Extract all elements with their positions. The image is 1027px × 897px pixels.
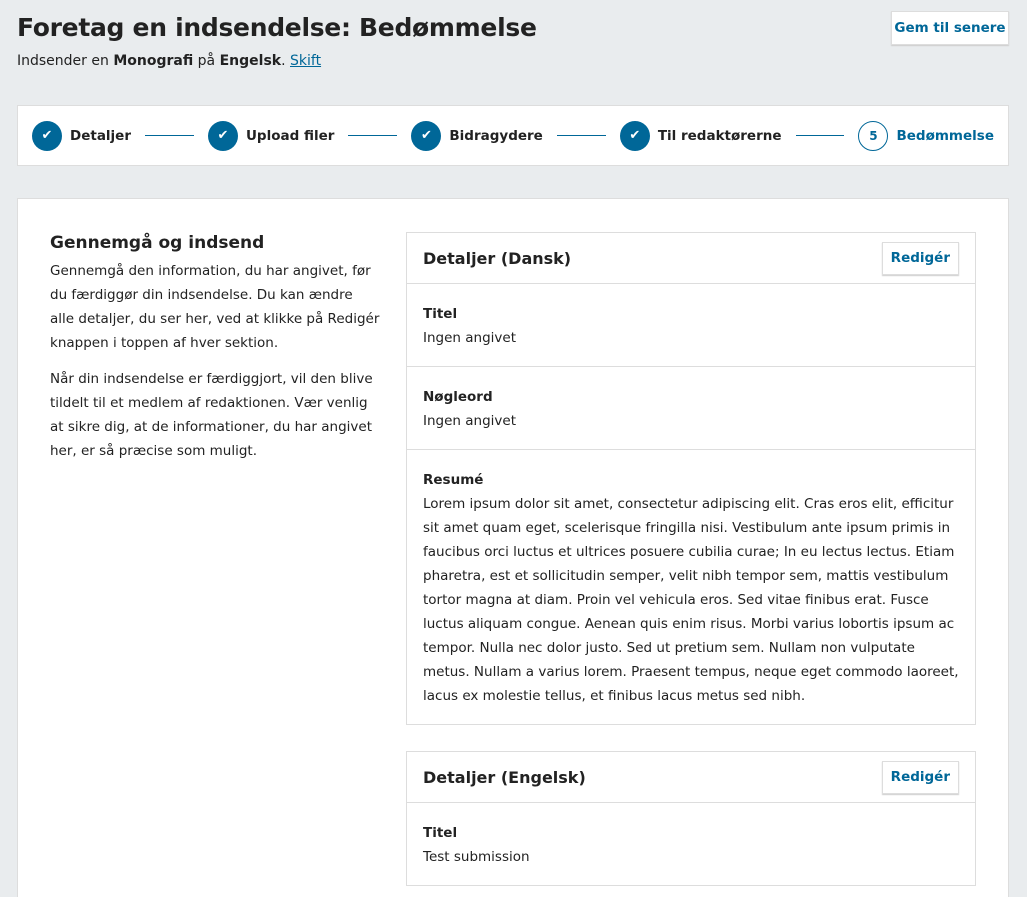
- edit-button[interactable]: Redigér: [882, 242, 959, 275]
- details-danish-card: [406, 232, 976, 725]
- field-abstract: [407, 450, 975, 724]
- progress-steps: [17, 105, 1009, 166]
- field-value: Lorem ipsum dolor sit amet, consectetur adipiscing elit. Cras eros elit, efficitur sit amet quam eget, scelerisque fringilla nisi. Vestibulum ante ipsum primis in faucibus orci luctus et ultrices posuere cubilia curae; In eu lectus lectus. Etiam pharetra, est et sollicitudin semper, velit nibh tempor sem, mattis vestibulum tortor magna at diam. Proin vel vehicula eros. Sed vitae finibus erat. Fusce luctus aliquam congue. Aenean quis enim risus. Morbi varius lobortis ipsum ac tempor. Nulla nec dolor justo. Sed ut pretium sem. Nullam non vulputate metus. Nullam a varius lorem. Praesent tempus, neque eget commodo laoreet, lacus ex molestie tellus, et finibus lacus metus sed nibh.: [423, 496, 959, 704]
- check-icon: ✔: [411, 121, 441, 151]
- change-link[interactable]: Skift: [290, 53, 322, 69]
- field-value: Ingen angivet: [423, 413, 516, 429]
- step-label: Bidragydere: [449, 127, 543, 144]
- step-label: Bedømmelse: [896, 127, 994, 144]
- check-icon: ✔: [620, 121, 650, 151]
- field-title: [407, 803, 975, 886]
- info-mid: på: [197, 53, 216, 69]
- field-value: Ingen angivet: [423, 330, 516, 346]
- step-for-editors[interactable]: [620, 121, 782, 151]
- card-title: Detaljer (Engelsk): [423, 767, 586, 787]
- step-label: Detaljer: [70, 127, 131, 144]
- field-label: Titel: [423, 306, 458, 322]
- step-number: 5: [858, 121, 888, 151]
- step-label: Upload filer: [245, 127, 335, 144]
- step-label: Til redaktørerne: [657, 127, 782, 144]
- submission-language: Engelsk: [219, 53, 282, 69]
- edit-button[interactable]: Redigér: [882, 761, 959, 794]
- step-connector: [557, 135, 606, 136]
- step-connector: [348, 135, 397, 136]
- step-connector: [796, 135, 845, 136]
- step-connector: [145, 135, 194, 136]
- check-icon: ✔: [32, 121, 62, 151]
- page-title: Foretag en indsendelse: Bedømmelse: [17, 13, 537, 42]
- step-details[interactable]: [32, 121, 131, 151]
- intro-heading: Gennemgå og indsend: [50, 233, 265, 253]
- field-label: Titel: [423, 825, 458, 841]
- intro-paragraph: Gennemgå den information, du har angivet, før du færdiggør din indsendelse. Du kan ændre alle detaljer, du ser her, ved at klikke på Redigér knappen i toppen af hver sektion.: [50, 263, 380, 351]
- info-suffix: .: [281, 53, 286, 69]
- save-for-later-button[interactable]: Gem til senere: [891, 11, 1009, 45]
- step-upload-files[interactable]: [208, 121, 334, 151]
- review-panel: [17, 198, 1009, 897]
- submission-type: Monografi: [113, 53, 194, 69]
- field-value: Test submission: [423, 849, 530, 865]
- field-label: Nøgleord: [423, 389, 493, 405]
- field-label: Resumé: [423, 472, 484, 488]
- info-prefix: Indsender en: [17, 53, 109, 69]
- step-review[interactable]: [858, 121, 994, 151]
- review-intro: [50, 233, 380, 475]
- card-title: Detaljer (Dansk): [423, 248, 572, 268]
- field-title: [407, 284, 975, 367]
- check-icon: ✔: [208, 121, 238, 151]
- details-english-card: [406, 751, 976, 886]
- submission-info: [17, 53, 321, 69]
- field-keywords: [407, 367, 975, 450]
- intro-paragraph: Når din indsendelse er færdiggjort, vil den blive tildelt til et medlem af redaktionen. Vær venlig at sikre dig, at de informationer, du har angivet her, er så præcise som muligt.: [50, 371, 373, 459]
- step-contributors[interactable]: [411, 121, 542, 151]
